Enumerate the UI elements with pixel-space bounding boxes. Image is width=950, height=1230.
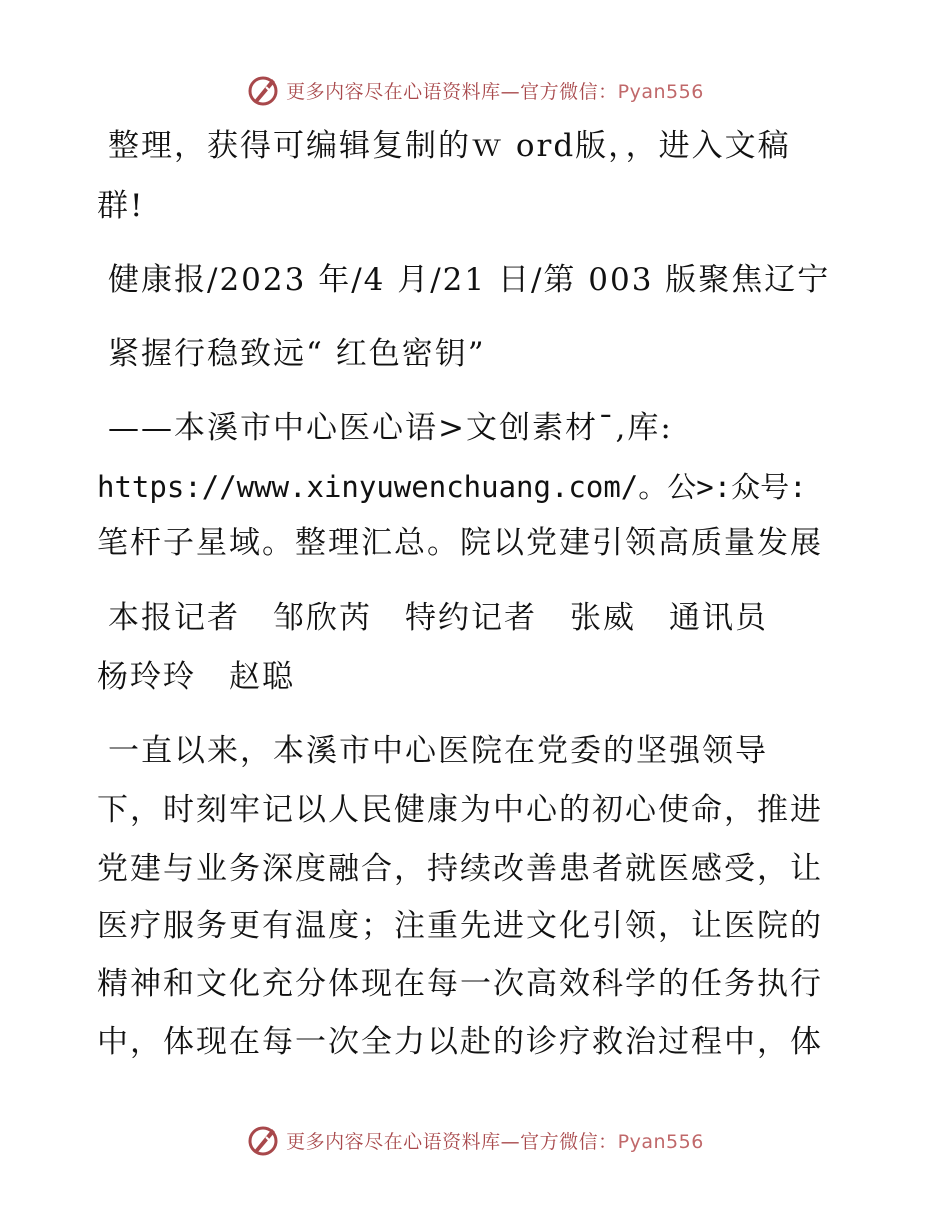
footer-banner — [0, 1120, 950, 1160]
text-line-url: https://www.xinyuwenchuang.com/。公>:众号: — [97, 470, 807, 504]
byline-line-1: 本报记者 邹欣芮 特约记者 张威 通讯员 — [108, 600, 768, 636]
paragraph-line-6: 中，体现在每一次全力以赴的诊疗救治过程中，体 — [97, 1024, 823, 1060]
paragraph-line-1: 一直以来，本溪市中心医院在党委的坚强领导 — [108, 733, 768, 769]
banner-label: 更多内容尽在心语资料库—官方微信： — [286, 80, 618, 103]
text-line-3: 健康报/2023 年/4 月/21 日/第 003 版聚焦辽宁 — [108, 262, 831, 298]
banner-wechat-id: Pyan556 — [617, 1130, 704, 1153]
article-title: 紧握行稳致远“ 红色密钥” — [108, 336, 486, 372]
article-subtitle: ——本溪市中心医心语>文创素材¯,库: — [108, 410, 673, 446]
paragraph-line-4: 医疗服务更有温度；注重先进文化引领，让医院的 — [97, 908, 823, 944]
banner-wechat-id: Pyan556 — [617, 80, 704, 103]
paragraph-line-2: 下，时刻牢记以人民健康为中心的初心使命，推进 — [97, 792, 823, 828]
banner-text — [286, 1127, 704, 1154]
byline-line-2: 杨玲玲 赵聪 — [97, 659, 295, 695]
text-line-1: 整理，获得可编辑复制的ｗ ord版，，进入文稿 — [108, 128, 791, 164]
banner-label: 更多内容尽在心语资料库—官方微信： — [286, 1130, 618, 1153]
quill-logo-icon — [246, 1123, 280, 1157]
text-line-2: 群! — [97, 188, 145, 224]
paragraph-line-5: 精神和文化充分体现在每一次高效科学的任务执行 — [97, 966, 823, 1002]
text-line-7: 笔杆子星域。整理汇总。院以党建引领高质量发展 — [97, 525, 823, 561]
paragraph-line-3: 党建与业务深度融合，持续改善患者就医感受，让 — [97, 851, 823, 887]
